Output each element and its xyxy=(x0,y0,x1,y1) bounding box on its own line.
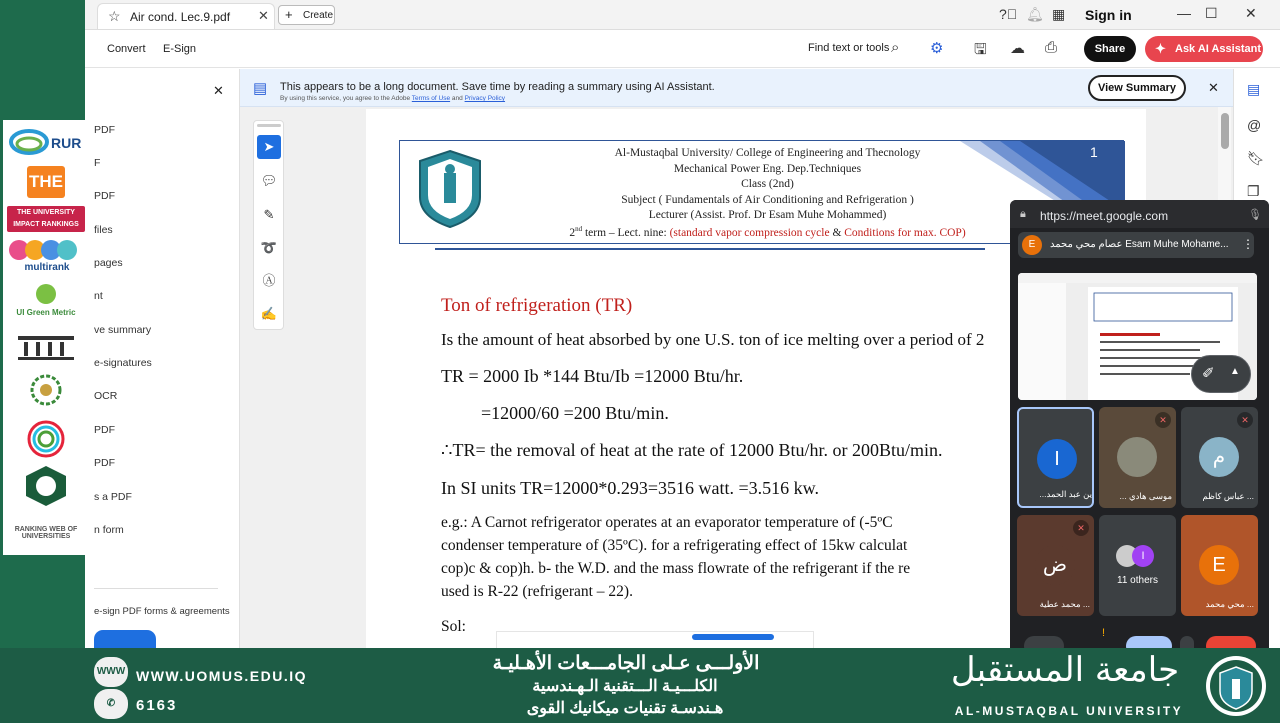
participant-avatar: I xyxy=(1037,439,1077,479)
close-window-icon[interactable]: ✕ xyxy=(1245,5,1257,21)
header-rule xyxy=(435,248,985,250)
muted-icon: ✕ xyxy=(1237,412,1253,428)
muted-icon: ✕ xyxy=(1155,412,1171,428)
lock-icon: 🔒︎ xyxy=(1020,208,1026,220)
tool-item[interactable]: nt xyxy=(94,290,103,302)
presentation-controls[interactable] xyxy=(1191,355,1251,393)
tool-item[interactable]: PDF xyxy=(94,124,115,136)
arab-universities-logo xyxy=(7,374,85,414)
convert-menu[interactable]: Convert xyxy=(107,43,146,55)
sign-icon[interactable]: ✍ xyxy=(260,306,278,321)
banner-legal: By using this service, you agree to the Adobe Terms of Use and Privacy Policy xyxy=(280,95,506,102)
participant-tile[interactable] xyxy=(1181,407,1258,508)
participant-name: ...ين عبد الحمد xyxy=(1039,489,1092,499)
close-banner-icon[interactable]: ✕ xyxy=(1208,80,1219,95)
search-icon[interactable]: ⌕ xyxy=(891,39,900,56)
help-icon[interactable]: ?⃝ xyxy=(999,6,1018,22)
meet-url: https://meet.google.com xyxy=(1040,209,1169,223)
term-line: 2nd term – Lect. nine: (standard vapor compression cycle & Conditions for max. COP) xyxy=(569,225,966,239)
bookmark-icon[interactable]: 🔖︎ xyxy=(1247,150,1265,166)
section-title: Ton of refrigeration (TR) xyxy=(441,295,633,316)
participant-avatar: م xyxy=(1199,437,1239,477)
ask-ai-button[interactable]: ✦ Ask AI Assistant xyxy=(1145,36,1263,62)
participant-avatar: E xyxy=(1199,545,1239,585)
expand-icon: ▲ xyxy=(1230,366,1240,377)
tool-item[interactable]: ve summary xyxy=(94,324,152,336)
panel-primary-button[interactable] xyxy=(94,630,156,648)
ai-assistant-icon: ✦ xyxy=(1155,41,1166,56)
example-line: condenser temperature of (35ºC). for a refrigerating effect of 15kw calculat xyxy=(441,537,908,554)
share-button[interactable]: Share xyxy=(1084,36,1136,62)
ai-summary-icon[interactable]: ▤ xyxy=(1247,81,1261,97)
sign-in-link[interactable]: Sign in xyxy=(1085,7,1132,23)
university-footer xyxy=(0,648,1280,723)
active-speaker-bar[interactable] xyxy=(1018,232,1254,258)
tab-title: Air cond. Lec.9.pdf xyxy=(130,10,231,24)
quick-tools xyxy=(253,120,284,330)
terms-link[interactable]: Terms of Use xyxy=(411,95,451,102)
comments-rail-icon[interactable]: @ xyxy=(1247,117,1262,133)
floating-toolbar xyxy=(496,631,814,648)
meet-controls xyxy=(1010,627,1269,648)
upload-cloud-icon[interactable]: ☁ xyxy=(1010,40,1025,57)
header-line: Class (2nd) xyxy=(741,178,794,190)
present-button[interactable] xyxy=(1126,636,1172,648)
the-impact-logo: THE UNIVERSITY IMPACT RANKINGS xyxy=(7,206,85,232)
esign-forms-item[interactable]: e-sign PDF forms & agreements xyxy=(94,606,230,617)
tool-item[interactable]: s a PDF xyxy=(94,491,132,503)
muted-icon: ✕ xyxy=(1073,520,1089,536)
participant-name: محي محمد ... xyxy=(1205,599,1254,609)
tool-item[interactable]: F xyxy=(94,157,101,169)
example-line: e.g.: A Carnot refrigerator operates at an evaporator temperature of (-5ºC xyxy=(441,514,893,531)
close-panel-icon[interactable]: ✕ xyxy=(213,83,224,98)
header-line: Lecturer (Assist. Prof. Dr Esam Muhe Mohammed) xyxy=(648,209,887,221)
tab-bar xyxy=(85,0,1280,30)
tool-item[interactable]: files xyxy=(94,224,113,236)
participant-tile[interactable] xyxy=(1099,515,1176,616)
tool-item[interactable]: PDF xyxy=(94,424,115,436)
header-line: Subject ( Fundamentals of Air Conditioning and Refrigeration ) xyxy=(621,194,914,206)
leave-call-button[interactable] xyxy=(1206,636,1256,648)
create-button[interactable]: + Create xyxy=(278,5,335,25)
ranking-logos-strip xyxy=(3,120,87,555)
participant-photo xyxy=(1117,437,1157,477)
ai-summary-banner xyxy=(240,69,1233,107)
participant-avatar: I xyxy=(1132,545,1154,567)
web-icon: WWW xyxy=(94,657,128,687)
control-button[interactable] xyxy=(1024,636,1064,648)
draw-lasso-icon[interactable]: ➰ xyxy=(260,240,278,255)
body-line: ∴TR= the removal of heat at the rate of 12000 Btu/hr. or 200Btu/min. xyxy=(441,440,943,460)
tool-item[interactable]: n form xyxy=(94,524,124,536)
participant-name: عباس كاظم ... xyxy=(1202,491,1254,501)
warning-icon: ! xyxy=(1102,627,1106,639)
body-line: Is the amount of heat absorbed by one U.S. ton of ice melting over a period of 2 xyxy=(441,330,985,349)
example-line: cop)c & cop)h. b- the W.D. and the mass flowrate of the refrigerant if the re xyxy=(441,560,911,577)
bell-icon[interactable]: 🔔︎ xyxy=(1026,6,1044,22)
participant-avatar: ض xyxy=(1035,545,1075,585)
tool-item[interactable]: pages xyxy=(94,257,123,269)
apps-grid-icon[interactable]: ▦ xyxy=(1052,6,1066,22)
others-count: 11 others xyxy=(1117,575,1158,586)
scroll-thumb[interactable] xyxy=(1221,113,1229,149)
ai-tools-icon[interactable]: ⚙ xyxy=(930,40,944,57)
phone-icon: ✆ xyxy=(94,689,128,719)
participant-tile[interactable] xyxy=(1017,407,1094,508)
meet-pip-window xyxy=(1010,200,1269,648)
close-tab-icon[interactable]: ✕ xyxy=(258,8,269,23)
speaker-name: عصام محي محمد Esam Muhe Mohame... xyxy=(1050,239,1229,250)
svg-text:multirank: multirank xyxy=(24,262,70,273)
header-line: Mechanical Power Eng. Dep.Techniques xyxy=(673,163,862,175)
divider xyxy=(94,588,218,589)
pillars-logo xyxy=(7,334,85,362)
arab-engineers-federation-logo xyxy=(7,464,85,510)
footer-arabic-line2: الكلـــيـة الـــتقنية الـهـندسية xyxy=(532,678,718,695)
control-button[interactable] xyxy=(1180,636,1194,648)
webometrics-logo: RANKING WEB OF UNIVERSITIES xyxy=(14,526,78,540)
view-summary-button[interactable]: View Summary xyxy=(1088,75,1186,101)
page-number: 1 xyxy=(1090,144,1098,160)
tool-item[interactable]: PDF xyxy=(94,190,115,202)
example-line: used is R-22 (refrigerant – 22). xyxy=(441,583,633,600)
participant-tile[interactable] xyxy=(1181,515,1258,616)
rur-logo xyxy=(7,126,85,158)
print-icon[interactable]: ⎙ xyxy=(1045,39,1058,56)
minimize-icon[interactable]: — xyxy=(1177,5,1191,21)
comment-icon[interactable]: 💬︎ xyxy=(260,173,278,188)
body-line: In SI units TR=12000*0.293=3516 watt. =3.516 kw. xyxy=(441,478,819,498)
tool-item[interactable]: e-signatures xyxy=(94,357,152,369)
main-toolbar xyxy=(85,31,1280,68)
star-icon[interactable]: ☆ xyxy=(108,8,121,24)
ui-greenmetric-logo: UI Green Metric xyxy=(7,282,85,322)
esign-menu[interactable]: E-Sign xyxy=(163,43,197,55)
maximize-icon[interactable]: ☐ xyxy=(1205,5,1218,21)
pages-icon[interactable]: ❐ xyxy=(1247,183,1260,199)
document-tab[interactable] xyxy=(97,3,275,29)
footer-arabic-line3: هـندسـة تقنيات ميكانيك القوى xyxy=(526,700,724,717)
header-line: Al-Mustaqbal University/ College of Engineering and Thecnology xyxy=(614,147,921,159)
speaker-avatar: E xyxy=(1022,235,1042,255)
solution-label: Sol: xyxy=(441,618,466,635)
sdgs-logo xyxy=(7,420,85,460)
summary-icon: ▤ xyxy=(253,80,268,97)
select-cursor-icon[interactable]: ➤ xyxy=(257,135,281,159)
tool-item[interactable]: OCR xyxy=(94,390,118,402)
participant-tile[interactable] xyxy=(1017,515,1094,616)
university-seal xyxy=(1204,653,1268,719)
body-line: TR = 2000 Ib *144 Btu/Ib =12000 Btu/hr. xyxy=(441,366,744,386)
body-line: =12000/60 =200 Btu/min. xyxy=(481,403,669,423)
toolbar-button[interactable] xyxy=(692,634,774,640)
all-tools-panel xyxy=(85,69,240,648)
more-options-icon[interactable]: ⋮ xyxy=(1242,237,1254,251)
multirank-logo xyxy=(7,238,85,274)
phone-text: 6163 xyxy=(136,697,178,714)
university-logo-english: AL-MUSTAQBAL UNIVERSITY xyxy=(954,704,1184,718)
footer-arabic-line1: الأولـــى عـلى الجامـــعات الأهـليـة xyxy=(492,653,760,674)
university-logo-arabic: جامعة المستقبل xyxy=(950,650,1180,690)
meet-url-bar xyxy=(1010,200,1269,228)
text-box-icon[interactable]: Ⓐ xyxy=(262,273,276,288)
stop-presenting-icon: ✐ xyxy=(1202,365,1215,382)
participant-name: محمد عطية ... xyxy=(1039,599,1090,609)
privacy-link[interactable]: Privacy Policy xyxy=(464,95,506,102)
website-text: WWW.UOMUS.EDU.IQ xyxy=(136,668,307,684)
tool-item[interactable]: PDF xyxy=(94,457,115,469)
mic-icon[interactable]: 🎙︎ xyxy=(1248,209,1262,221)
participant-tile[interactable] xyxy=(1099,407,1176,508)
highlight-pen-icon[interactable]: ✎ xyxy=(263,207,275,222)
participant-name: ... موسى هادي xyxy=(1119,491,1172,501)
svg-text:RUR: RUR xyxy=(51,135,82,151)
banner-message: This appears to be a long document. Save time by reading a summary using AI Assistant. xyxy=(280,81,715,93)
save-icon[interactable]: 🖫 xyxy=(974,41,987,58)
the-logo: THE xyxy=(7,166,85,200)
drag-handle[interactable] xyxy=(257,124,281,127)
find-tools-input[interactable]: Find text or tools xyxy=(808,42,890,54)
plus-icon: + xyxy=(285,7,293,22)
